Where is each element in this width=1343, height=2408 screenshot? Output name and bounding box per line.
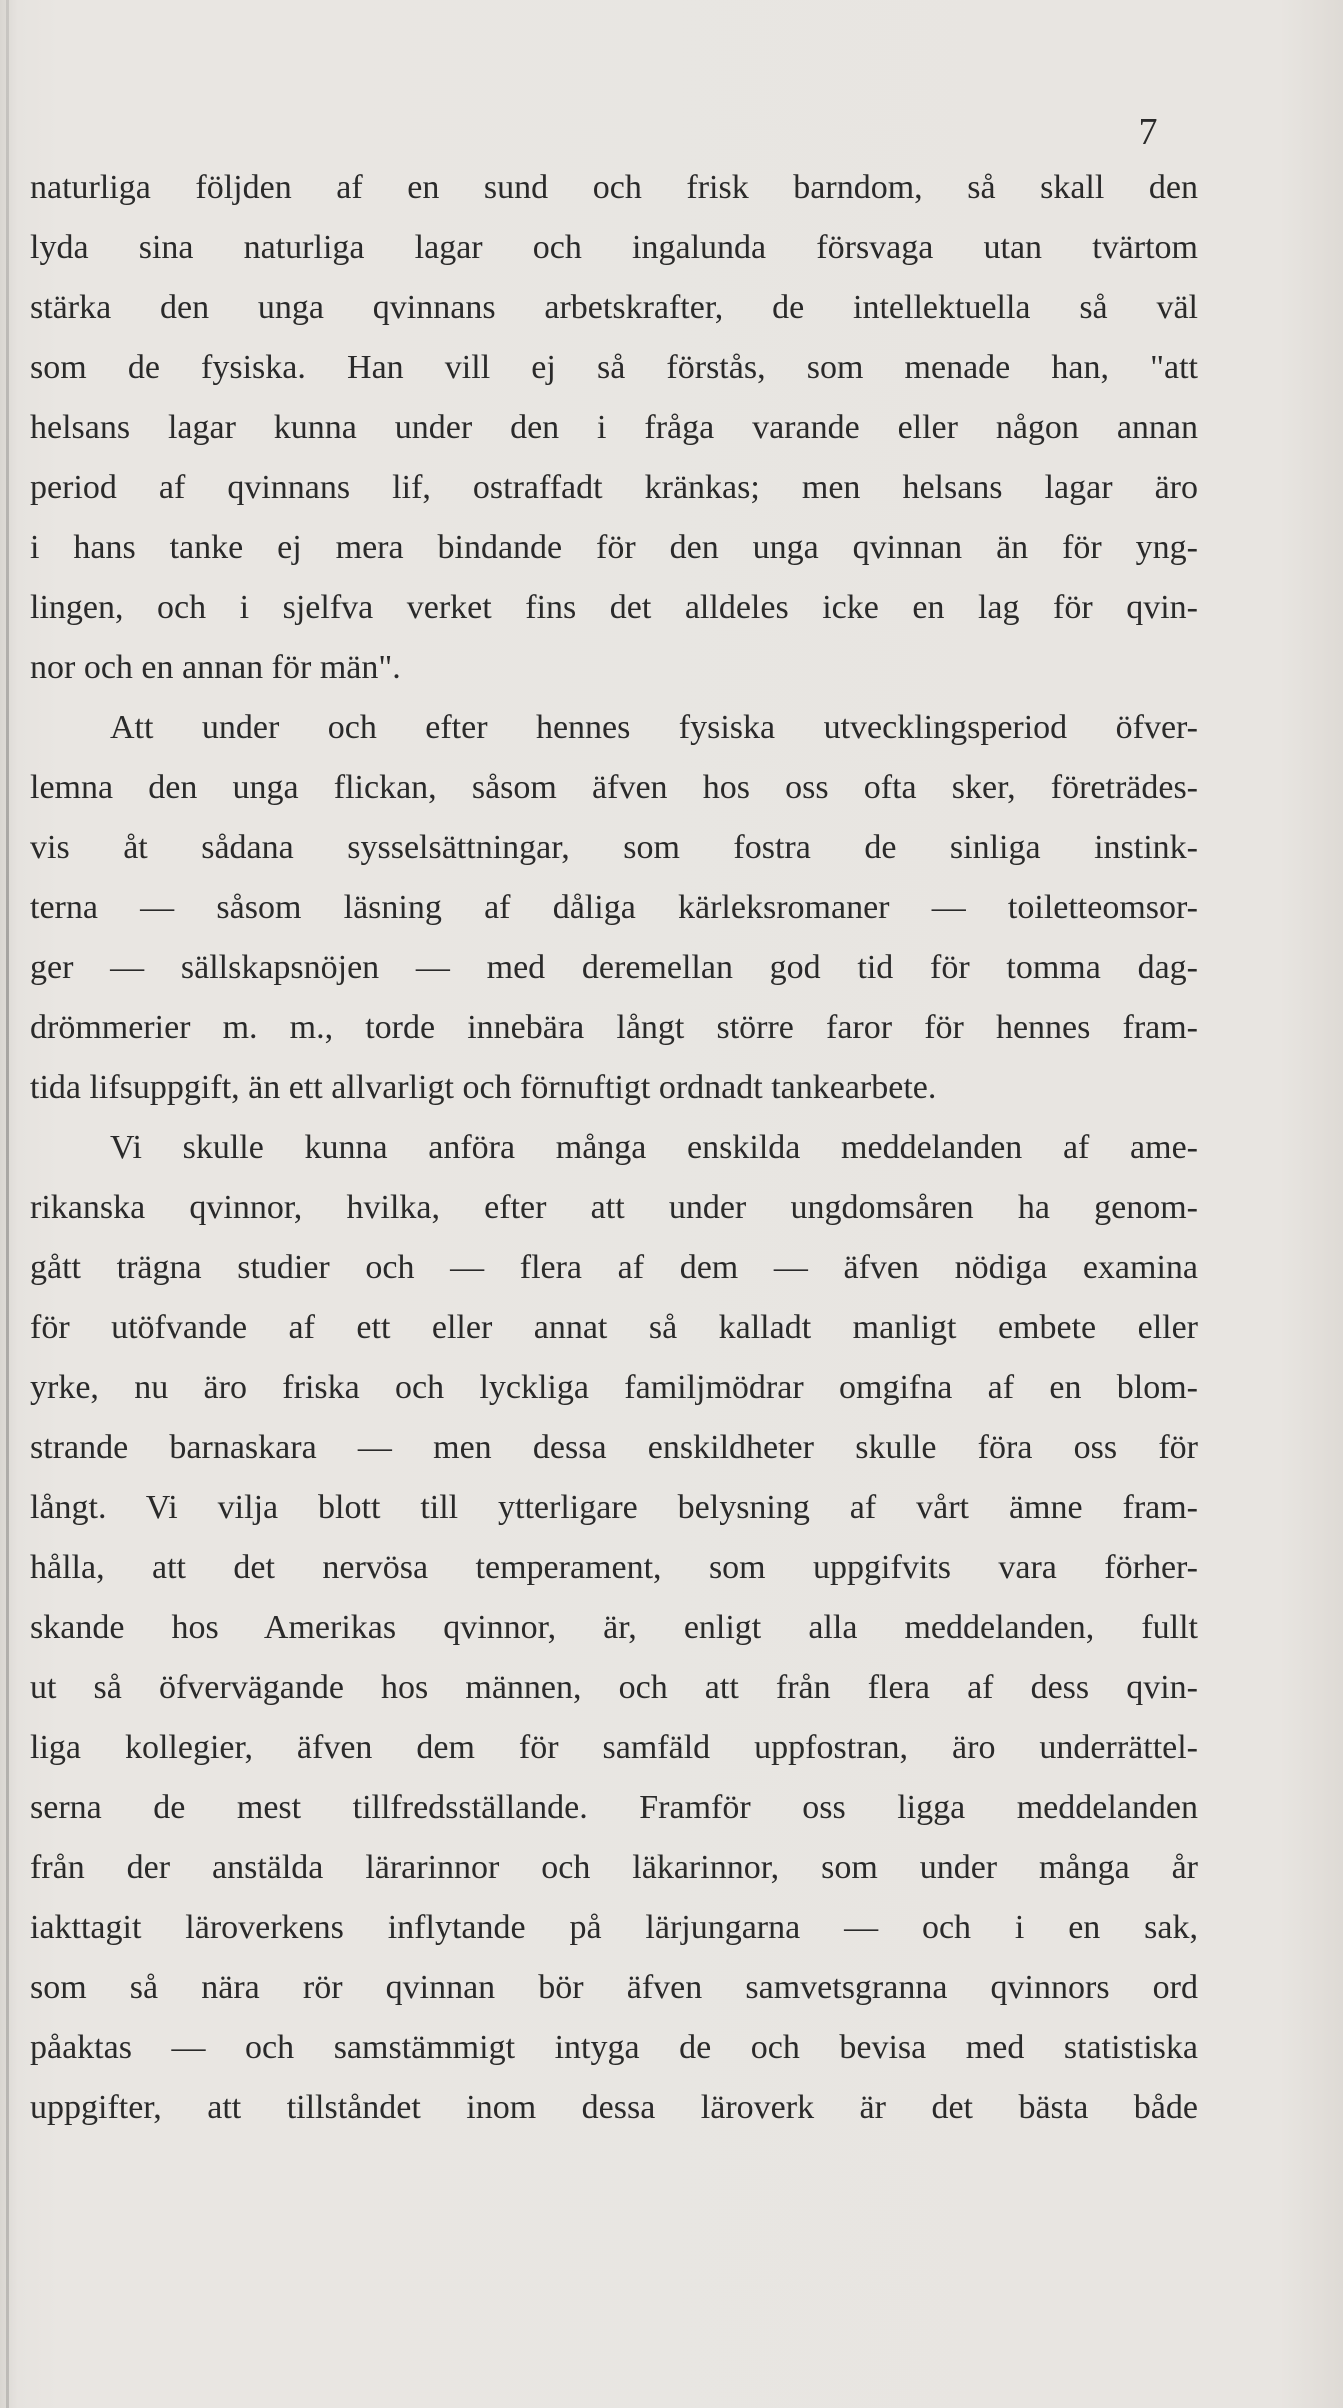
text-line: ut så öfvervägande hos männen, och att från flera af dess qvin-	[30, 1669, 1198, 1706]
text-line: påaktas — och samstämmigt intyga de och bevisa med statistiska	[30, 2029, 1198, 2066]
text-line: tida lifsuppgift, än ett allvarligt och förnuftigt ordnadt tankearbete.	[30, 1069, 937, 1106]
text-line: yrke, nu äro friska och lyckliga familjmödrar omgifna af en blom-	[30, 1369, 1198, 1406]
text-line: serna de mest tillfredsställande. Framför oss ligga meddelanden	[30, 1789, 1198, 1826]
text-line: ger — sällskapsnöjen — med deremellan god tid för tomma dag-	[30, 949, 1198, 986]
text-line: iakttagit läroverkens inflytande på lärjungarna — och i en sak,	[30, 1909, 1198, 1946]
binding-gutter	[6, 0, 9, 2408]
text-line: lingen, och i sjelfva verket fins det alldeles icke en lag för qvin-	[30, 589, 1198, 626]
text-line: vis åt sådana sysselsättningar, som fostra de sinliga instink-	[30, 829, 1198, 866]
text-line: långt. Vi vilja blott till ytterligare belysning af vårt ämne fram-	[30, 1489, 1198, 1526]
text-line: helsans lagar kunna under den i fråga varande eller någon annan	[30, 409, 1198, 446]
text-line: från der anstälda lärarinnor och läkarinnor, som under många år	[30, 1849, 1198, 1886]
text-line: gått trägna studier och — flera af dem — äfven nödiga examina	[30, 1249, 1198, 1286]
text-line: skande hos Amerikas qvinnor, är, enligt alla meddelanden, fullt	[30, 1609, 1198, 1646]
text-line: Att under och efter hennes fysiska utvecklingsperiod öfver-	[110, 709, 1198, 746]
text-line: stärka den unga qvinnans arbetskrafter, de intellektuella så väl	[30, 289, 1198, 326]
text-line: för utöfvande af ett eller annat så kalladt manligt embete eller	[30, 1309, 1198, 1346]
page-number: 7	[1138, 111, 1158, 153]
text-line: naturliga följden af en sund och frisk barndom, så skall den	[30, 169, 1198, 206]
text-line: terna — såsom läsning af dåliga kärleksromaner — toiletteomsor-	[30, 889, 1198, 926]
text-line: hålla, att det nervösa temperament, som uppgifvits vara förher-	[30, 1549, 1198, 1586]
text-line: liga kollegier, äfven dem för samfäld uppfostran, äro underrättel-	[30, 1729, 1198, 1766]
text-line: lemna den unga flickan, såsom äfven hos oss ofta sker, företrädes-	[30, 769, 1198, 806]
text-line: nor och en annan för män".	[30, 649, 401, 686]
text-line: Vi skulle kunna anföra många enskilda meddelanden af ame-	[110, 1129, 1198, 1166]
text-line: i hans tanke ej mera bindande för den unga qvinnan än för yng-	[30, 529, 1198, 566]
text-line: period af qvinnans lif, ostraffadt kränkas; men helsans lagar äro	[30, 469, 1198, 506]
text-line: strande barnaskara — men dessa enskildheter skulle föra oss för	[30, 1429, 1198, 1466]
text-line: rikanska qvinnor, hvilka, efter att under ungdomsåren ha genom-	[30, 1189, 1198, 1226]
body-text	[30, 158, 1198, 2138]
text-line: som så nära rör qvinnan bör äfven samvetsgranna qvinnors ord	[30, 1969, 1198, 2006]
text-line: lyda sina naturliga lagar och ingalunda försvaga utan tvärtom	[30, 229, 1198, 266]
text-line: uppgifter, att tillståndet inom dessa läroverk är det bästa både	[30, 2089, 1198, 2126]
text-line: drömmerier m. m., torde innebära långt större faror för hennes fram-	[30, 1009, 1198, 1046]
text-line: som de fysiska. Han vill ej så förstås, som menade han, "att	[30, 349, 1198, 386]
